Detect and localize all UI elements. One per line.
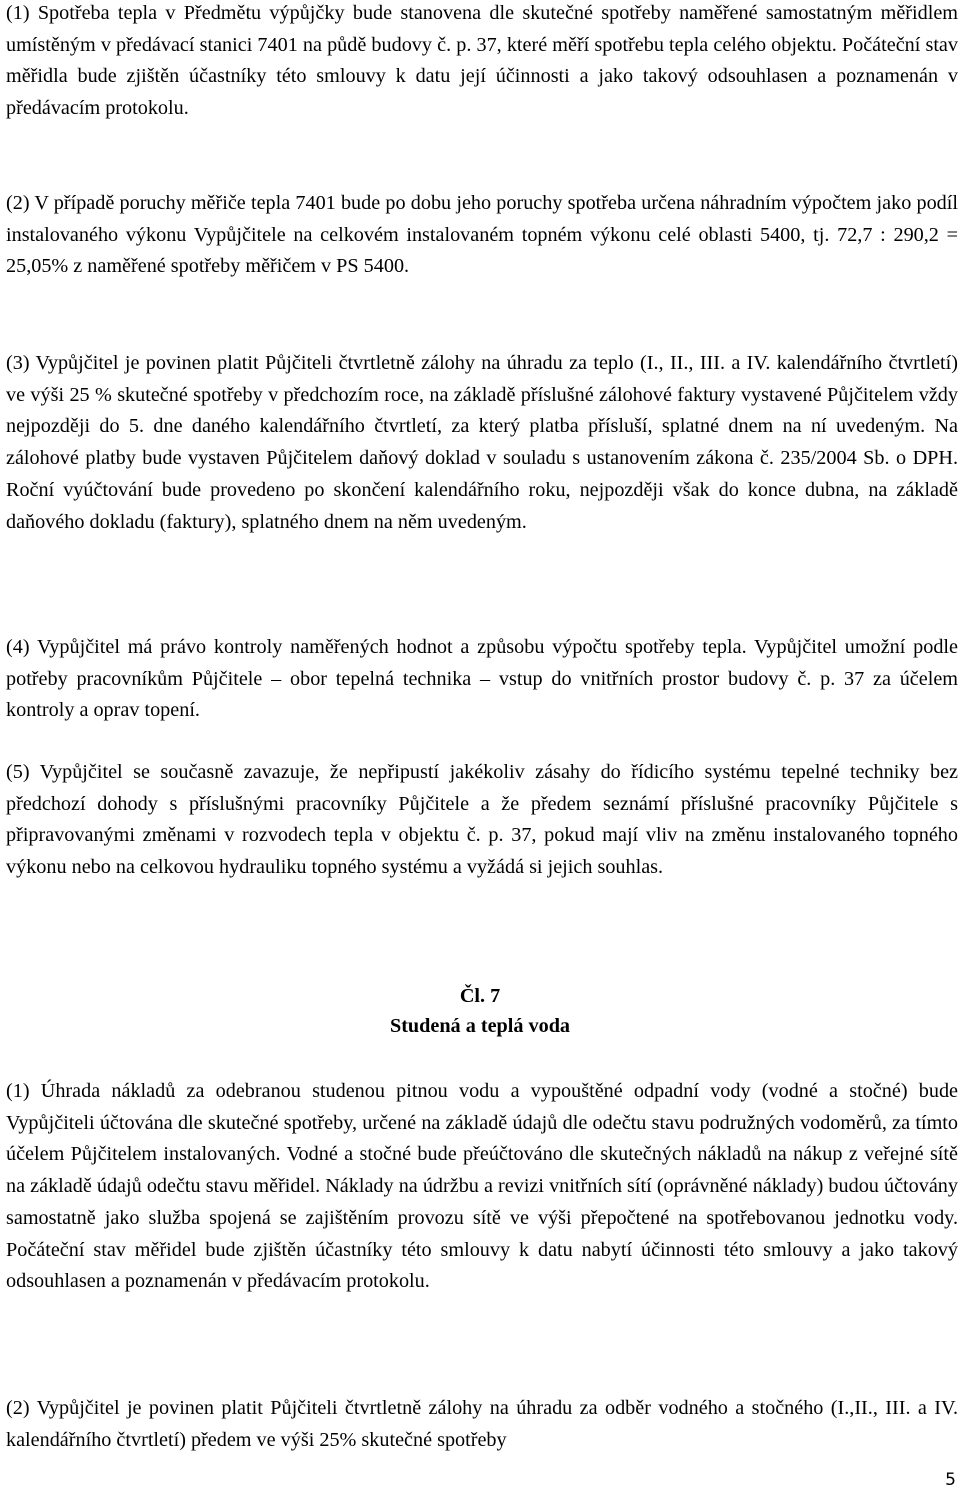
paragraph-system-interventions: (5) Vypůjčitel se současně zavazuje, že nepřipustí jakékoliv zásahy do řídicího systému tepelné techniky bez předchozí dohody s příslušnými pracovníky Půjčitele a že předem seznámí příslušné pracovníky Půjčitele s připravovanými změnami v rozvodech tepla v objektu č. p. 37, pokud mají vliv na změnu instalovaného topného výkonu nebo na celkovou hydrauliku topného systému a vyžádá si jejich souhlas. bbox=[6, 761, 958, 879]
page-number: 5 bbox=[945, 1470, 956, 1490]
article-title: Studená a teplá voda bbox=[389, 1015, 571, 1037]
paragraph-heat-advances: (3) Vypůjčitel je povinen platit Půjčiteli čtvrtletně zálohy na úhradu za teplo (I., II., III. a IV. kalendářního čtvrtletí) ve výši 25 % skutečné spotřeby v předchozím roce, na základě příslušné zálohové faktury vystavené Půjčitelem vždy nejpozději do 5. dne daného kalendářního čtvrtletí, za který platba přísluší, splatné dnem na ní uvedeným. Na zálohové platby bude vystaven Půjčitelem daňový doklad v souladu s ustanovením zákona č. 235/2004 Sb. o DPH. Roční vyúčtování bude provedeno po skončení kalendářního roku, nejpozději však do konce dubna, na základě daňového dokladu (faktury), splatného dnem na něm uvedeným. bbox=[6, 352, 958, 533]
article-number: Čl. 7 bbox=[459, 985, 501, 1007]
paragraph-heat-consumption: (1) Spotřeba tepla v Předmětu výpůjčky bude stanovena dle skutečné spotřeby naměřené samostatným měřidlem umístěným v předávací stanici 7401 na půdě budovy č. p. 37, které měří spotřebu tepla celého objektu. Počáteční stav měřidla bude zjištěn účastníky této smlouvy k datu její účinnosti a jako takový odsouhlasen a poznamenán v předávacím protokolu. bbox=[6, 2, 958, 120]
paragraph-meter-failure: (2) V případě poruchy měřiče tepla 7401 bude po dobu jeho poruchy spotřeba určena náhradním výpočtem jako podíl instalovaného výkonu Vypůjčitele na celkovém instalovaném topném výkonu celé oblasti 5400, tj. 72,7 : 290,2 = 25,05% z naměřené spotřeby měřičem v PS 5400. bbox=[6, 192, 958, 278]
paragraph-water-advances: (2) Vypůjčitel je povinen platit Půjčiteli čtvrtletně zálohy na úhradu za odběr vodného a stočného (I.,II., III. a IV. kalendářního čtvrtletí) předem ve výši 25% skutečné spotřeby bbox=[6, 1397, 958, 1451]
paragraph-control-rights: (4) Vypůjčitel má právo kontroly naměřených hodnot a způsobu výpočtu spotřeby tepla. Vypůjčitel umožní podle potřeby pracovníkům Půjčitele – obor tepelná technika – vstup do vnitřních prostor budovy č. p. 37 za účelem kontroly a oprav topení. bbox=[6, 636, 958, 722]
paragraph-water-billing: (1) Úhrada nákladů za odebranou studenou pitnou vodu a vypouštěné odpadní vody (vodné a stočné) bude Vypůjčiteli účtována dle skutečné spotřeby, určené na základě údajů dle odečtu stavu podružných vodoměrů, za tímto účelem Půjčitelem instalovaných. Vodné a stočné bude přeúčtováno dle skutečných nákladů na nákup z veřejné sítě na základě údajů odečtu stavu měřidel. Náklady na údržbu a revizi vnitřních sítí (oprávněné náklady) budou účtovány samostatně jako služba spojená se zajištěním provozu sítě ve výši přepočtené na spotřebovanou jednotku vody. Počáteční stav měřidel bude zjištěn účastníky této smlouvy k datu nabytí účinnosti této smlouvy a jako takový odsouhlasen a poznamenán v předávacím protokolu. bbox=[6, 1080, 958, 1293]
